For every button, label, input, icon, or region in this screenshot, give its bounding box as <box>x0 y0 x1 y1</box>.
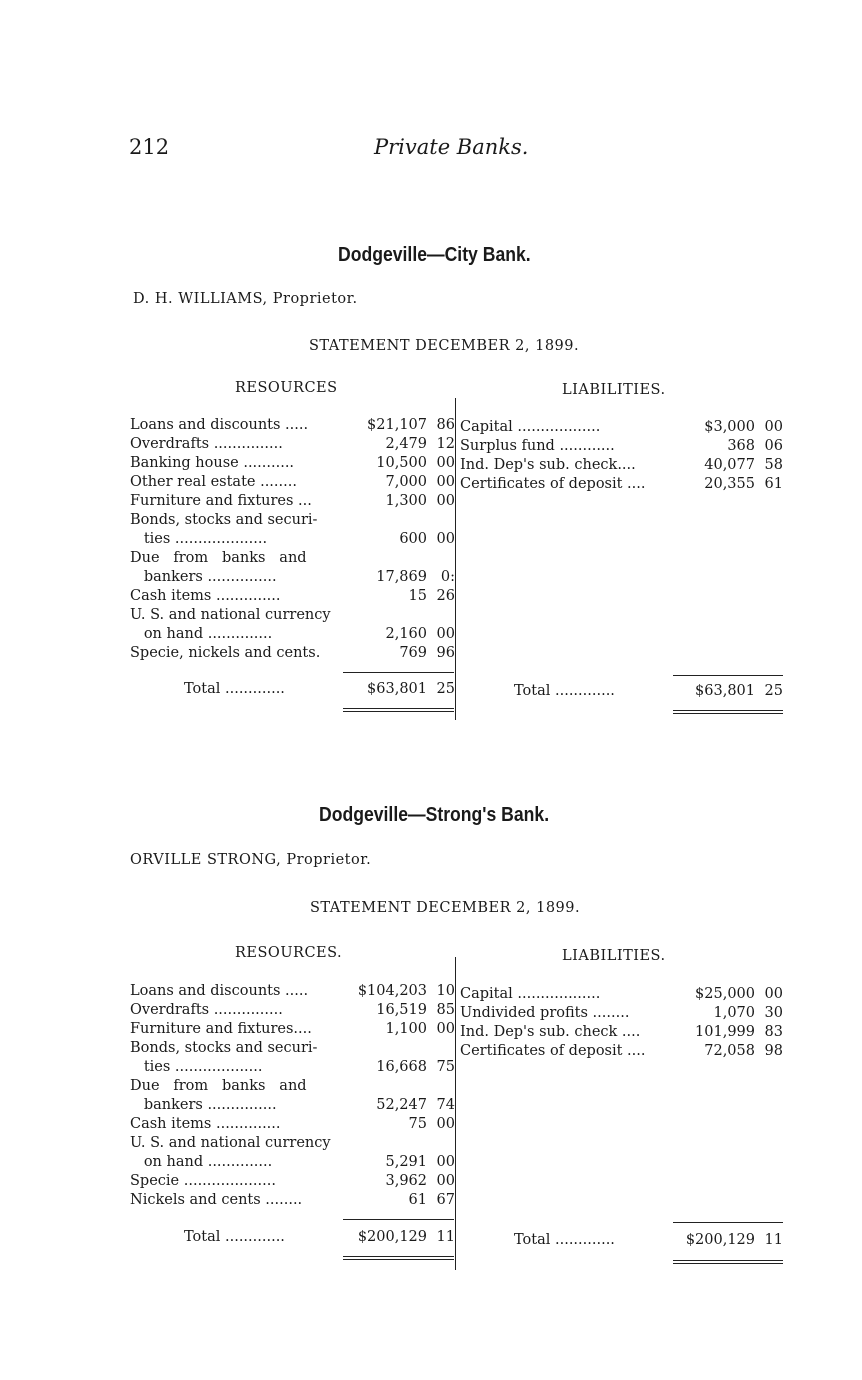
resources-total-row <box>130 680 455 699</box>
amount-dollars: 5,291 <box>385 1154 427 1170</box>
row-label: ties .................... <box>130 531 268 547</box>
liability-row <box>460 1023 783 1042</box>
running-head: Private Banks. <box>374 135 529 159</box>
row-label: Nickels and cents ........ <box>130 1192 303 1208</box>
row-label: Due from banks and <box>130 1078 307 1094</box>
resource-row <box>130 492 455 511</box>
amount-cents: 00 <box>436 493 455 509</box>
row-label: on hand .............. <box>130 1154 273 1170</box>
total-label: Total ............. <box>184 681 285 697</box>
row-label: Other real estate ........ <box>130 474 297 490</box>
amount-dollars: $21,107 <box>367 417 427 433</box>
total-rule <box>343 1219 454 1220</box>
amount-dollars: 769 <box>399 645 427 661</box>
total-rule <box>673 1222 783 1223</box>
liability-row <box>460 475 783 494</box>
resource-row <box>130 1172 455 1191</box>
row-label: Banking house ........... <box>130 455 295 471</box>
resource-row <box>130 606 455 625</box>
resource-row <box>130 1001 455 1020</box>
resource-row <box>130 416 455 435</box>
double-rule <box>343 1259 454 1260</box>
resource-row <box>130 1077 455 1096</box>
amount-dollars: 72,058 <box>704 1043 755 1059</box>
amount-dollars: 368 <box>727 438 755 454</box>
total-cents: 25 <box>436 681 455 697</box>
amount-cents: 00 <box>436 1173 455 1189</box>
resource-row <box>130 982 455 1001</box>
amount-cents: 00 <box>764 986 783 1002</box>
amount-dollars: 3,962 <box>385 1173 427 1189</box>
total-cents: 11 <box>436 1229 455 1245</box>
row-label: U. S. and national currency <box>130 1135 331 1151</box>
resource-row <box>130 549 455 568</box>
amount-dollars: 16,519 <box>376 1002 427 1018</box>
resources-total-row <box>130 1228 455 1247</box>
amount-cents: 96 <box>436 645 455 661</box>
proprietor: D. H. WILLIAMS, Proprietor. <box>133 291 358 307</box>
amount-dollars: 61 <box>408 1192 427 1208</box>
liability-row <box>460 437 783 456</box>
row-label: U. S. and national currency <box>130 607 331 623</box>
double-rule <box>673 1263 783 1264</box>
row-label: Overdrafts ............... <box>130 1002 283 1018</box>
resource-row <box>130 435 455 454</box>
amount-cents: 12 <box>436 436 455 452</box>
amount-cents: 00 <box>436 1021 455 1037</box>
row-label: Capital .................. <box>460 986 601 1002</box>
amount-dollars: 2,160 <box>385 626 427 642</box>
row-label: Overdrafts ............... <box>130 436 283 452</box>
total-label: Total ............. <box>514 683 615 699</box>
row-label: Bonds, stocks and securi- <box>130 1040 318 1056</box>
resource-row <box>130 1039 455 1058</box>
amount-cents: 06 <box>764 438 783 454</box>
row-label: Cash items .............. <box>130 1116 281 1132</box>
bank-title: Dodgeville—Strong's Bank. <box>319 804 550 826</box>
row-label: Cash items .............. <box>130 588 281 604</box>
double-rule <box>673 1260 783 1261</box>
amount-cents: 00 <box>436 474 455 490</box>
amount-dollars: 1,070 <box>713 1005 755 1021</box>
resource-row <box>130 1134 455 1153</box>
row-label: Loans and discounts ..... <box>130 983 309 999</box>
total-rule <box>343 672 454 673</box>
amount-cents: 85 <box>436 1002 455 1018</box>
resource-row <box>130 644 455 663</box>
amount-cents: 00 <box>436 1154 455 1170</box>
column-divider <box>455 957 456 1270</box>
resources-header: RESOURCES <box>235 380 338 396</box>
resource-row <box>130 1058 455 1077</box>
resource-row <box>130 587 455 606</box>
row-label: Bonds, stocks and securi- <box>130 512 318 528</box>
double-rule <box>343 711 454 712</box>
row-label: Furniture and fixtures.... <box>130 1021 312 1037</box>
row-label: Surplus fund ............ <box>460 438 615 454</box>
statement-date: STATEMENT DECEMBER 2, 1899. <box>310 900 581 916</box>
row-label: Ind. Dep's sub. check .... <box>460 1024 641 1040</box>
resource-row <box>130 1096 455 1115</box>
amount-cents: 30 <box>764 1005 783 1021</box>
amount-dollars: 7,000 <box>385 474 427 490</box>
row-label: Capital .................. <box>460 419 601 435</box>
row-label: Ind. Dep's sub. check.... <box>460 457 636 473</box>
resource-row <box>130 511 455 530</box>
total-cents: 11 <box>764 1232 783 1248</box>
resource-row <box>130 1153 455 1172</box>
resource-row <box>130 454 455 473</box>
amount-dollars: $3,000 <box>704 419 755 435</box>
row-label: Certificates of deposit .... <box>460 1043 646 1059</box>
amount-dollars: 10,500 <box>376 455 427 471</box>
liability-row <box>460 456 783 475</box>
double-rule <box>673 713 783 714</box>
row-label: Due from banks and <box>130 550 307 566</box>
amount-dollars: 40,077 <box>704 457 755 473</box>
amount-dollars: $104,203 <box>357 983 427 999</box>
total-dollars: $63,801 <box>695 683 755 699</box>
amount-dollars: 600 <box>399 531 427 547</box>
bank-title: Dodgeville—City Bank. <box>338 244 531 266</box>
amount-cents: 75 <box>436 1059 455 1075</box>
amount-cents: 98 <box>764 1043 783 1059</box>
row-label: ties ................... <box>130 1059 263 1075</box>
amount-dollars: 17,869 <box>376 569 427 585</box>
proprietor: ORVILLE STRONG, Proprietor. <box>130 852 372 868</box>
amount-dollars: 52,247 <box>376 1097 427 1113</box>
amount-cents: 74 <box>436 1097 455 1113</box>
resource-row <box>130 473 455 492</box>
liabilities-total-row <box>460 682 783 701</box>
total-dollars: $200,129 <box>685 1232 755 1248</box>
resource-row <box>130 1191 455 1210</box>
amount-cents: 86 <box>436 417 455 433</box>
row-label: Specie .................... <box>130 1173 276 1189</box>
amount-cents: 26 <box>436 588 455 604</box>
row-label: Furniture and fixtures ... <box>130 493 312 509</box>
resources-header: RESOURCES. <box>235 945 343 961</box>
liability-row <box>460 1042 783 1061</box>
row-label: Loans and discounts ..... <box>130 417 309 433</box>
total-cents: 25 <box>764 683 783 699</box>
column-divider <box>455 398 456 720</box>
amount-cents: 0: <box>440 569 455 585</box>
resource-row <box>130 1115 455 1134</box>
row-label: Undivided profits ........ <box>460 1005 630 1021</box>
amount-dollars: 101,999 <box>695 1024 755 1040</box>
total-label: Total ............. <box>514 1232 615 1248</box>
amount-cents: 61 <box>764 476 783 492</box>
amount-dollars: 1,300 <box>385 493 427 509</box>
amount-dollars: 2,479 <box>385 436 427 452</box>
resource-row <box>130 530 455 549</box>
statement-date: STATEMENT DECEMBER 2, 1899. <box>309 338 580 354</box>
row-label: bankers ............... <box>130 569 277 585</box>
double-rule <box>343 708 454 709</box>
total-rule <box>673 675 783 676</box>
liabilities-header: LIABILITIES. <box>562 382 666 398</box>
amount-cents: 67 <box>436 1192 455 1208</box>
amount-dollars: 16,668 <box>376 1059 427 1075</box>
row-label: Specie, nickels and cents. <box>130 645 321 661</box>
amount-cents: 83 <box>764 1024 783 1040</box>
double-rule <box>343 1256 454 1257</box>
amount-cents: 00 <box>436 455 455 471</box>
amount-dollars: 75 <box>408 1116 427 1132</box>
amount-cents: 00 <box>436 1116 455 1132</box>
row-label: Certificates of deposit .... <box>460 476 646 492</box>
total-dollars: $63,801 <box>367 681 427 697</box>
resource-row <box>130 1020 455 1039</box>
amount-cents: 10 <box>436 983 455 999</box>
amount-dollars: 1,100 <box>385 1021 427 1037</box>
amount-dollars: 20,355 <box>704 476 755 492</box>
liabilities-header: LIABILITIES. <box>562 948 666 964</box>
row-label: on hand .............. <box>130 626 273 642</box>
liability-row <box>460 1004 783 1023</box>
amount-cents: 00 <box>436 531 455 547</box>
double-rule <box>673 710 783 711</box>
liability-row <box>460 985 783 1004</box>
row-label: bankers ............... <box>130 1097 277 1113</box>
resource-row <box>130 625 455 644</box>
page-number: 212 <box>129 135 170 159</box>
liabilities-total-row <box>460 1231 783 1250</box>
amount-dollars: 15 <box>408 588 427 604</box>
amount-dollars: $25,000 <box>695 986 755 1002</box>
total-label: Total ............. <box>184 1229 285 1245</box>
amount-cents: 58 <box>764 457 783 473</box>
total-dollars: $200,129 <box>357 1229 427 1245</box>
resource-row <box>130 568 455 587</box>
amount-cents: 00 <box>436 626 455 642</box>
liability-row <box>460 418 783 437</box>
amount-cents: 00 <box>764 419 783 435</box>
